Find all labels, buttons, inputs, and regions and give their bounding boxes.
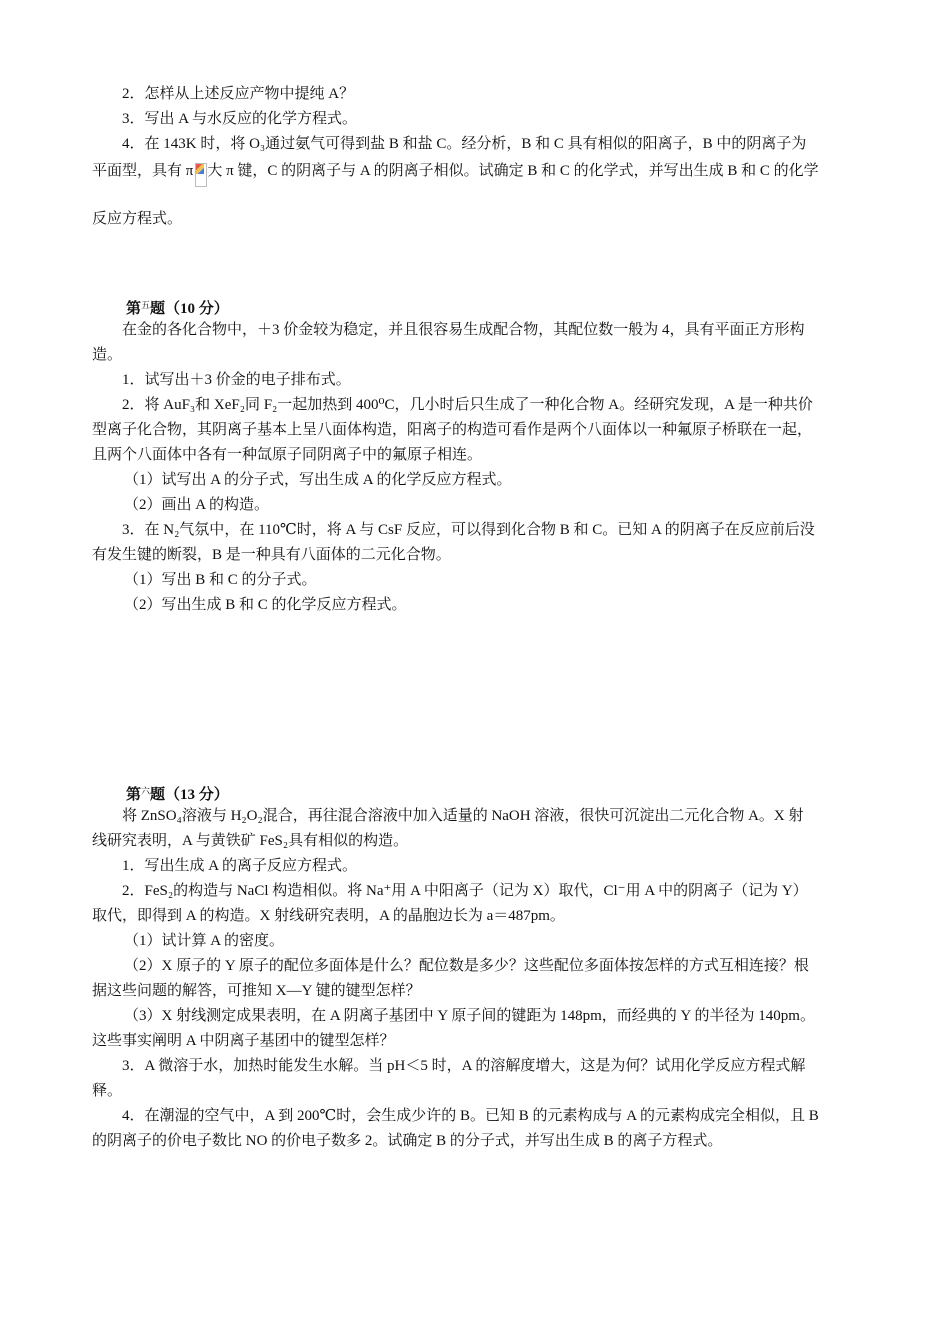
q5-item-3-sub-1: （1）写出 B 和 C 的分子式。: [124, 572, 317, 588]
q4-item-4-text-a: 平面型，具有 π: [92, 163, 194, 179]
q6-item-2-sub-1: （1）试计算 A 的密度。: [124, 933, 285, 949]
q6-item-2-sub-3-line-1: （3）X 射线测定成果表明，在 A 阴离子基团中 Y 原子间的键距为 148pm，而经典的 Y 的半径为 140pm。: [124, 1008, 815, 1024]
q6-item-1: 1．写出生成 A 的离子反应方程式。: [122, 858, 358, 874]
q5-item-1: 1．试写出＋3 价金的电子排布式。: [122, 372, 351, 388]
q4-item-2: 2．怎样从上述反应产物中提纯 A？: [122, 86, 355, 102]
q6-heading: [126, 781, 229, 805]
q6-item-4-line-1: 4．在潮湿的空气中，A 到 200℃时，会生成少许的 B。已知 B 的元素构成与 A 的元素构成完全相似，且 B: [122, 1108, 819, 1124]
q5-item-2-line-1: 2．将 AuF₃和 XeF₂同 F₂一起加热到 400⁰C，几小时后只生成了一种化合物 A。经研究发现，A 是一种共价: [122, 397, 813, 413]
q5-intro-line-1: 在金的各化合物中，＋3 价金较为稳定，并且很容易生成配合物，其配位数一般为 4，具有平面正方形构: [122, 322, 805, 338]
q4-item-4-text-b: 大 π 键，C 的阴离子与 A 的阴离子相似。试确定 B 和 C 的化学式，并写出生成 B 和 C 的化学: [207, 163, 819, 179]
q5-heading-number: 五: [141, 300, 151, 310]
q6-item-2-sub-2-line-1: （2）X 原子的 Y 原子的配位多面体是什么？配位数是多少？这些配位多面体按怎样的方式互相连接？根: [124, 958, 809, 974]
q5-item-3-line-2: 有发生键的断裂，B 是一种具有八面体的二元化合物。: [92, 547, 451, 563]
q6-heading-post: 题（13 分）: [150, 787, 229, 803]
q5-heading-post: 题（10 分）: [150, 301, 229, 317]
q4-item-4-line-2: [92, 159, 819, 181]
q5-item-3-line-1: 3．在 N₂气氛中，在 110℃时，将 A 与 CsF 反应，可以得到化合物 B 和 C。已知 A 的阴离子在反应前后没: [122, 522, 815, 538]
q5-item-2-sub-1: （1）试写出 A 的分子式，写出生成 A 的化学反应方程式。: [124, 472, 512, 488]
q6-item-2-sub-3-line-2: 这些事实阐明 A 中阴离子基团中的键型怎样？: [92, 1033, 395, 1049]
q5-item-2-sub-2: （2）画出 A 的构造。: [124, 497, 270, 513]
q5-heading: [126, 295, 229, 319]
q5-item-2-line-2: 型离子化合物，其阴离子基本上呈八面体构造，阳离子的构造可看作是两个八面体以一种氟原子桥联在一起，: [92, 422, 813, 438]
q5-item-3-sub-2: （2）写出生成 B 和 C 的化学反应方程式。: [124, 597, 407, 613]
q6-intro-line-1: 将 ZnSO₄溶液与 H₂O₂混合，再往混合溶液中加入适量的 NaOH 溶液，很快可沉淀出二元化合物 A。X 射: [122, 808, 804, 824]
broken-image-icon: [193, 159, 207, 179]
q6-item-2-line-2: 取代，即得到 A 的构造。X 射线研究表明，A 的晶胞边长为 a＝487pm。: [92, 908, 565, 924]
q5-intro-line-2: 造。: [92, 347, 123, 363]
q4-item-3: 3．写出 A 与水反应的化学方程式。: [122, 111, 358, 127]
q6-item-2-sub-2-line-2: 据这些问题的解答，可推知 X—Y 键的键型怎样？: [92, 983, 421, 999]
q6-intro-line-2: 线研究表明，A 与黄铁矿 FeS₂具有相似的构造。: [92, 833, 409, 849]
q6-item-3-line-2: 释。: [92, 1083, 123, 1099]
q6-item-3-line-1: 3．A 微溶于水，加热时能发生水解。当 pH＜5 时，A 的溶解度增大，这是为何？试用化学反应方程式解: [122, 1058, 806, 1074]
q5-item-2-line-3: 且两个八面体中各有一种氙原子同阴离子中的氟原子相连。: [92, 447, 483, 463]
q4-item-4-line-3: 反应方程式。: [92, 211, 183, 227]
q6-item-4-line-2: 的阴离子的价电子数比 NO 的价电子数多 2。试确定 B 的分子式，并写出生成 B 的离子方程式。: [92, 1133, 723, 1149]
q5-heading-pre: 第: [126, 301, 142, 317]
q6-heading-pre: 第: [126, 787, 142, 803]
q6-item-2-line-1: 2．FeS₂的构造与 NaCl 构造相似。将 Na⁺用 A 中阳离子（记为 X）取代，Cl⁻用 A 中的阴离子（记为 Y）: [122, 883, 808, 899]
q6-heading-number: 六: [141, 786, 151, 796]
q4-item-4-line-1: 4．在 143K 时，将 O₃通过氨气可得到盐 B 和盐 C。经分析，B 和 C 具有相似的阳离子，B 中的阴离子为: [122, 136, 807, 152]
